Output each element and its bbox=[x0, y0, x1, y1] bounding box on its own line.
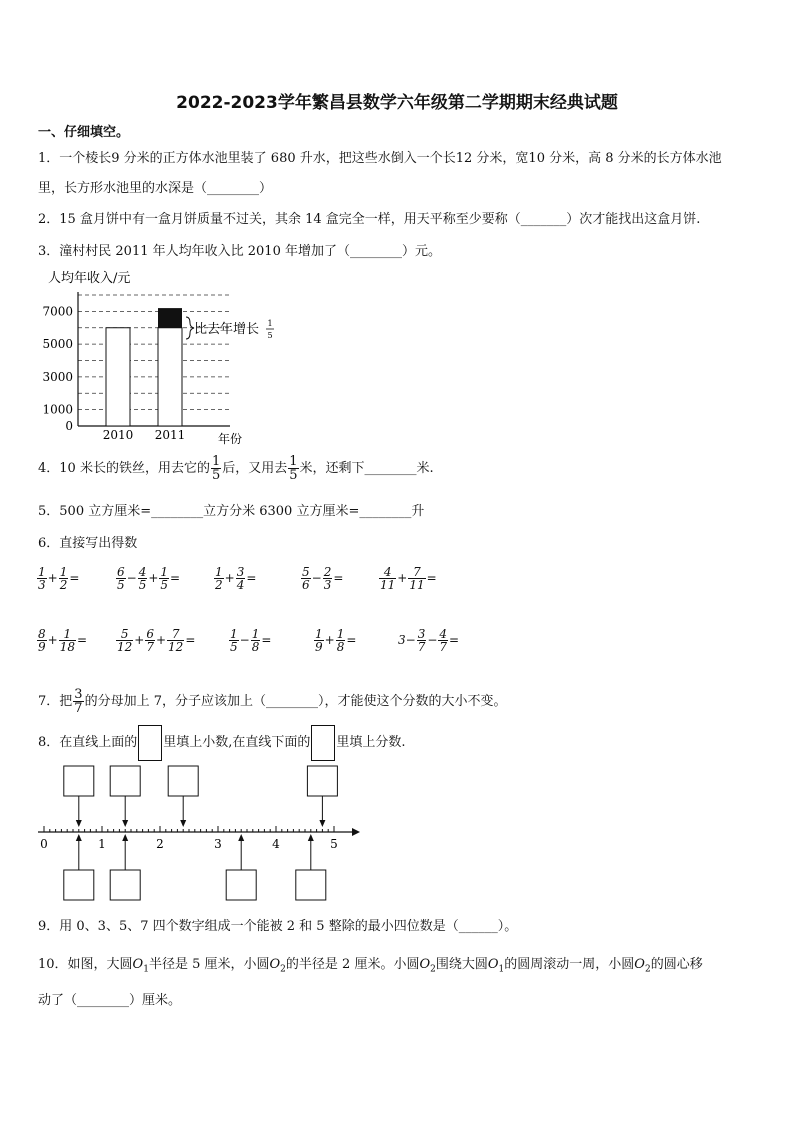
answer-box-below[interactable] bbox=[110, 870, 140, 900]
arrowhead bbox=[76, 834, 82, 841]
fraction-c: $\frac{1}{5}$ bbox=[160, 565, 169, 592]
q7-part-2: 的分母加上 7，分子应该加上（________），才能使这个分数的大小不变。 bbox=[84, 694, 507, 709]
page-title: 2022-2023学年繁昌县数学六年级第二学期期末经典试题 bbox=[176, 93, 618, 113]
fraction-b: $\frac{3}{4}$ bbox=[236, 565, 245, 592]
q10-o-5: O bbox=[634, 957, 645, 972]
axis-label: 2 bbox=[156, 837, 164, 851]
calc-item: $\frac{5}{6}$ − $\frac{2}{3}$ = bbox=[302, 565, 344, 592]
fraction-b: $\frac{4}{5}$ bbox=[138, 565, 147, 592]
arrowhead bbox=[319, 820, 325, 827]
q4-part-2: 后，又用去 bbox=[222, 461, 288, 476]
calc-item: 3− $\frac{3}{7}$ − $\frac{4}{7}$ = bbox=[398, 627, 460, 654]
y-tick-label: 5000 bbox=[42, 337, 73, 352]
fraction-c: $\frac{7}{12}$ bbox=[168, 627, 184, 654]
arrowhead bbox=[180, 820, 186, 827]
chart-xlabel: 年份 bbox=[218, 432, 243, 446]
fraction-a: $\frac{4}{11}$ bbox=[380, 565, 396, 592]
question-5: 5．500 立方厘米=________立方分米 6300 立方厘米=________升 bbox=[38, 504, 425, 519]
answer-box-above[interactable] bbox=[168, 766, 198, 796]
fraction-b: $\frac{1}{8}$ bbox=[251, 627, 260, 654]
fraction-b: $\frac{7}{11}$ bbox=[409, 565, 425, 592]
q8-part-2: 里填上小数,在直线下面的 bbox=[163, 735, 311, 750]
fraction-b: $\frac{4}{7}$ bbox=[439, 627, 448, 654]
q7-fraction bbox=[73, 688, 83, 715]
fraction-a: $\frac{1}{9}$ bbox=[315, 627, 323, 654]
q8-box-above-example bbox=[138, 725, 162, 761]
q4-f1-den: 5 bbox=[211, 468, 221, 483]
answer-box-above[interactable] bbox=[64, 766, 94, 796]
q7-part-1: 7．把 bbox=[38, 694, 73, 709]
calc-item: $\frac{1}{9}$ + $\frac{1}{8}$ = bbox=[315, 627, 357, 654]
fraction-a: $\frac{1}{2}$ bbox=[215, 565, 223, 592]
q4-part-3: 米，还剩下________米. bbox=[299, 461, 434, 476]
answer-box-above[interactable] bbox=[307, 766, 337, 796]
q4-f1-num: 1 bbox=[211, 454, 221, 469]
answer-box-below[interactable] bbox=[226, 870, 256, 900]
fraction-a: $\frac{5}{12}$ bbox=[117, 627, 133, 654]
fraction-a: $\frac{8}{9}$ bbox=[38, 627, 46, 654]
annotation-numerator: 1 bbox=[267, 319, 273, 328]
y-tick-label: 3000 bbox=[42, 369, 73, 384]
fraction-b: $\frac{1}{18}$ bbox=[59, 627, 75, 654]
chart-ylabel: 人均年收入/元 bbox=[48, 271, 131, 286]
arrowhead bbox=[308, 834, 314, 841]
y-tick-label: 7000 bbox=[42, 304, 73, 319]
arrowhead bbox=[76, 820, 82, 827]
arrowhead bbox=[238, 834, 244, 841]
q4-fraction-2 bbox=[288, 455, 298, 482]
calc-item: $\frac{5}{12}$ + $\frac{6}{7}$ + $\frac{7}{12}$ = bbox=[117, 627, 196, 654]
question-3: 3．潼村村民 2011 年人均年收入比 2010 年增加了（________）元。 bbox=[38, 244, 441, 259]
q10-sub-1: 1 bbox=[143, 964, 149, 975]
y-tick-label: 1000 bbox=[42, 402, 73, 417]
fraction-a: $\frac{5}{6}$ bbox=[302, 565, 310, 592]
q10-text-f: 的圆心移 bbox=[650, 957, 703, 972]
axis-label: 5 bbox=[330, 837, 338, 851]
question-1-line-2: 里，长方形水池里的水深是（________） bbox=[38, 181, 273, 196]
bar-2010 bbox=[106, 328, 130, 426]
q10-text-a: 10．如图，大圆 bbox=[38, 957, 133, 972]
axis-label: 3 bbox=[214, 837, 222, 851]
question-4 bbox=[38, 455, 434, 482]
q7-num: 3 bbox=[74, 687, 83, 702]
q10-o-4: O bbox=[487, 957, 499, 972]
arrowhead bbox=[122, 820, 128, 827]
q4-f2-num: 1 bbox=[289, 454, 298, 469]
q10-sub-3: 2 bbox=[430, 964, 436, 975]
question-8 bbox=[38, 723, 406, 763]
axis-label: 0 bbox=[40, 837, 48, 851]
fraction-b: $\frac{6}{7}$ bbox=[146, 627, 154, 654]
q4-fraction-1 bbox=[211, 455, 221, 482]
q10-o-2: O bbox=[269, 957, 281, 972]
axis-label: 1 bbox=[98, 837, 106, 851]
q8-box-below-example bbox=[311, 725, 335, 761]
q10-sub-5: 2 bbox=[644, 964, 651, 975]
lead: 3− bbox=[398, 633, 416, 647]
calc-item: $\frac{1}{3}$ + $\frac{1}{2}$ = bbox=[38, 565, 80, 592]
x-tick-label: 2010 bbox=[102, 428, 134, 442]
fraction-a: $\frac{6}{5}$ bbox=[117, 565, 125, 592]
arrowhead bbox=[122, 834, 128, 841]
question-2: 2．15 盒月饼中有一盒月饼质量不过关，其余 14 盒完全一样，用天平称至少要称（_______）次才能找出这盒月饼. bbox=[38, 212, 701, 227]
question-10-line-2: 动了（________）厘米。 bbox=[38, 993, 182, 1008]
y-tick-label: 0 bbox=[65, 419, 73, 433]
fraction-b: $\frac{2}{3}$ bbox=[323, 565, 332, 592]
annotation-denominator: 5 bbox=[267, 331, 273, 340]
answer-box-below[interactable] bbox=[64, 870, 94, 900]
q10-sub-4: 1 bbox=[498, 964, 505, 975]
fraction-b: $\frac{1}{8}$ bbox=[336, 627, 345, 654]
section-heading: 一、仔细填空。 bbox=[38, 125, 130, 140]
q4-f2-den: 5 bbox=[289, 468, 298, 483]
calc-item: $\frac{6}{5}$ − $\frac{4}{5}$ + $\frac{1}{5}$ = bbox=[117, 565, 181, 592]
calc-item: $\frac{4}{11}$ + $\frac{7}{11}$ = bbox=[380, 565, 437, 592]
q10-o-3: O bbox=[419, 957, 431, 972]
bar-2011 bbox=[158, 328, 182, 426]
fraction-a: $\frac{1}{5}$ bbox=[230, 627, 238, 654]
fraction-b: $\frac{1}{2}$ bbox=[59, 565, 68, 592]
question-9: 9．用 0、3、5、7 四个数字组成一个能被 2 和 5 整除的最小四位数是（______）。 bbox=[38, 919, 518, 934]
q8-part-3: 里填上分数. bbox=[336, 735, 406, 750]
number-line-arrowhead bbox=[352, 828, 360, 836]
answer-box-below[interactable] bbox=[296, 870, 326, 900]
question-1-line-1: 1．一个棱长9 分米的正方体水池里装了 680 升水，把这些水倒入一个长12 分米，宽10 分米，高 8 分米的长方体水池 bbox=[38, 151, 722, 166]
fraction-a: $\frac{1}{3}$ bbox=[38, 565, 46, 592]
q10-text-d: 围绕大圆 bbox=[435, 957, 488, 972]
calc-item: $\frac{8}{9}$ + $\frac{1}{18}$ = bbox=[38, 627, 88, 654]
axis-label: 4 bbox=[272, 837, 280, 851]
q7-den: 7 bbox=[74, 701, 83, 716]
question-10-line-1 bbox=[38, 953, 703, 975]
bar-2011-increase bbox=[158, 308, 182, 328]
number-line-figure bbox=[30, 760, 370, 910]
answer-box-above[interactable] bbox=[110, 766, 140, 796]
q10-text-e: 的圆周滚动一周，小圆 bbox=[504, 957, 635, 972]
q10-o-1: O bbox=[132, 957, 144, 972]
calc-item: $\frac{1}{5}$ − $\frac{1}{8}$ = bbox=[230, 627, 272, 654]
q10-text-b: 半径是 5 厘米，小圆 bbox=[148, 957, 270, 972]
fraction-a: $\frac{3}{7}$ bbox=[417, 627, 426, 654]
x-tick-label: 2011 bbox=[154, 428, 186, 442]
q8-part-1: 8．在直线上面的 bbox=[38, 735, 138, 750]
question-6-label: 6．直接写出得数 bbox=[38, 536, 138, 551]
income-bar-chart bbox=[40, 265, 280, 450]
q10-sub-2: 2 bbox=[280, 964, 286, 975]
q4-part-1: 4．10 米长的铁丝，用去它的 bbox=[38, 461, 210, 476]
chart-annotation: 比去年增长 bbox=[194, 322, 260, 337]
q10-text-c: 的半径是 2 厘米。小圆 bbox=[285, 957, 420, 972]
question-7 bbox=[38, 688, 506, 715]
calc-item: $\frac{1}{2}$ + $\frac{3}{4}$ = bbox=[215, 565, 257, 592]
